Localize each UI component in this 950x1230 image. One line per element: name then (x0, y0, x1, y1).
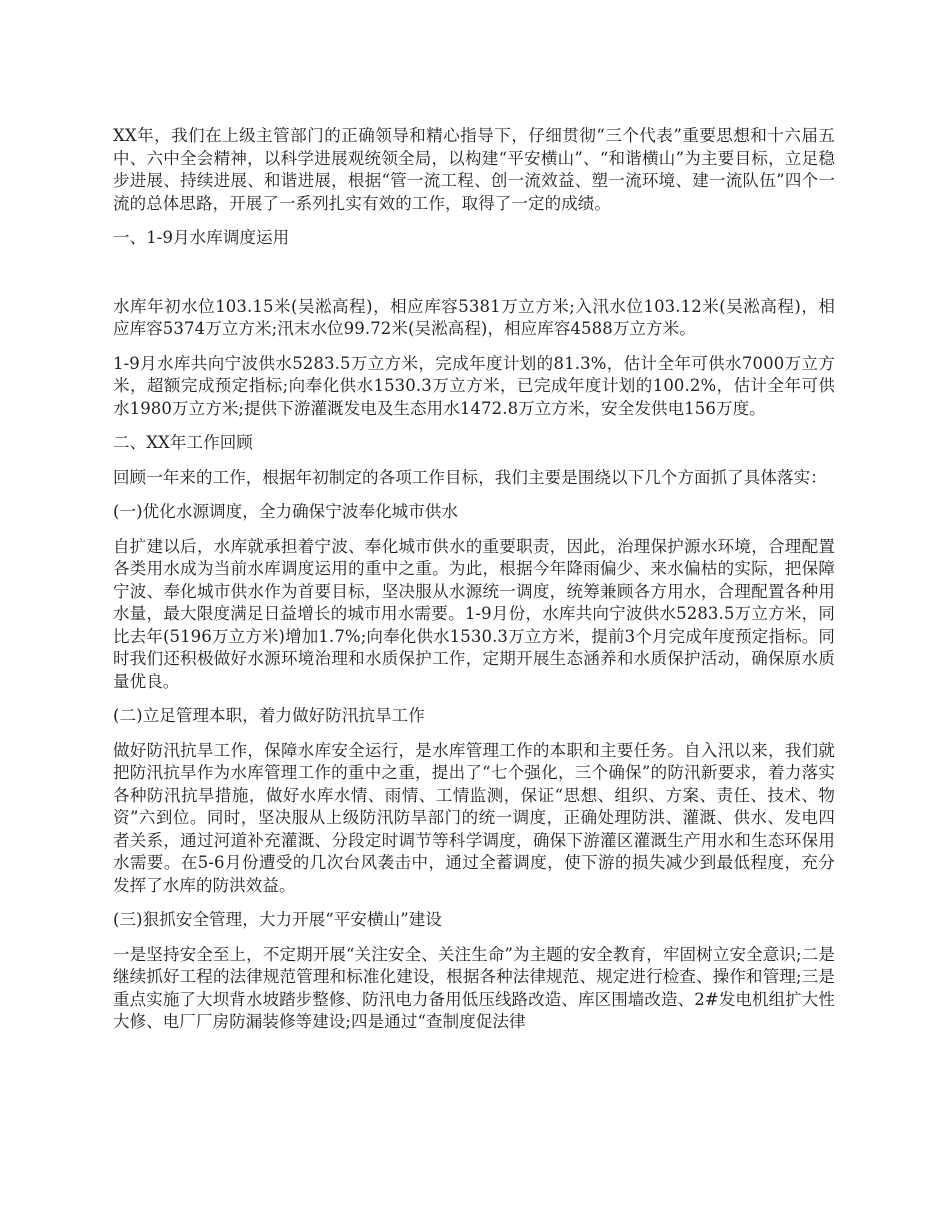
document-body (113, 125, 835, 1046)
flood-drought-paragraph: 做好防汛抗旱工作，保障水库安全运行，是水库管理工作的本职和主要任务。自入汛以来，我们就把防汛抗旱作为水库管理工作的重中之重，提出了“七个强化，三个确保”的防汛新要求，着力落实各种防汛抗旱措施，做好水库水情、雨情、工情监测，保证“思想、组织、方案、责任、技术、物资”六到位。同时，坚决服从上级防汛防旱部门的统一调度，正确处理防洪、灌溉、供水、发电四者关系，通过河道补充灌溉、分段定时调节等科学调度，确保下游灌区灌溉生产用水和生态环保用水需要。在5-6月份遭受的几次台风袭击中，通过全蓄调度，使下游的损失减少到最低程度，充分发挥了水库的防洪效益。 (113, 740, 835, 895)
review-intro-paragraph: 回顾一年来的工作，根据年初制定的各项工作目标，我们主要是围绕以下几个方面抓了具体落实： (113, 467, 827, 487)
water-supply-paragraph: 1-9月水库共向宁波供水5283.5万立方米，完成年度计划的81.3%，估计全年可供水7000万立方米，超额完成预定指标;向奉化供水1530.3万立方米，已完成年度计划的100.2%，估计全年可供水1980万立方米;提供下游灌溉发电及生态用水1472.8万立方米，安全发供电156万度。 (113, 353, 835, 418)
intro-paragraph: XX年，我们在上级主管部门的正确领导和精心指导下，仔细贯彻“三个代表”重要思想和十六届五中、六中全会精神，以科学进展观统领全局，以构建“平安横山”、“和谐横山”为主要目标，立足稳步进展、持续进展、和谐进展，根据“管一流工程、创一流效益、塑一流环境、建一流队伍”四个一流的总体思路，开展了一系列扎实有效的工作，取得了一定的成绩。 (113, 126, 835, 213)
subsection-heading-flood-drought: (二)立足管理本职，着力做好防汛抗旱工作 (113, 706, 425, 725)
subsection-heading-water-dispatch: (一)优化水源调度，全力确保宁波奉化城市供水 (113, 502, 459, 521)
subsection-heading-safety: (三)狠抓安全管理，大力开展“平安横山”建设 (113, 910, 442, 929)
water-level-paragraph: 水库年初水位103.15米(吴淞高程)，相应库容5381万立方米;入汛水位103.12米(吴淞高程)，相应库容5374万立方米;汛末水位99.72米(吴淞高程)，相应库容4588万立方米。 (113, 296, 835, 338)
blank-space (113, 262, 835, 296)
water-dispatch-paragraph: 自扩建以后，水库就承担着宁波、奉化城市供水的重要职责，因此，治理保护源水环境，合理配置各类用水成为当前水库调度运用的重中之重。为此，根据今年降雨偏少、来水偏枯的实际，把保障宁波、奉化城市供水作为首要目标，坚决服从水源统一调度，统筹兼顾各方用水，合理配置各种用水量，最大限度满足日益增长的城市用水需要。1-9月份，水库共向宁波供水5283.5万立方米，同比去年(5196万立方米)增加1.7%;向奉化供水1530.3万立方米，提前3个月完成年度预定指标。同时我们还积极做好水源环境治理和水质保护工作，定期开展生态涵养和水质保护活动，确保原水质量优良。 (113, 536, 835, 691)
section-heading-work-review: 二、XX年工作回顾 (113, 433, 253, 452)
section-heading-reservoir-operation: 一、1-9月水库调度运用 (113, 228, 290, 247)
safety-paragraph: 一是坚持安全至上，不定期开展“关注安全、关注生命”为主题的安全教育，牢固树立安全意识;二是继续抓好工程的法律规范管理和标准化建设，根据各种法律规范、规定进行检查、操作和管理;三是重点实施了大坝背水坡踏步整修、防汛电力备用低压线路改造、库区围墙改造、2#发电机组扩大性大修、电厂厂房防漏装修等建设;四是通过“查制度促法律 (113, 944, 835, 1031)
